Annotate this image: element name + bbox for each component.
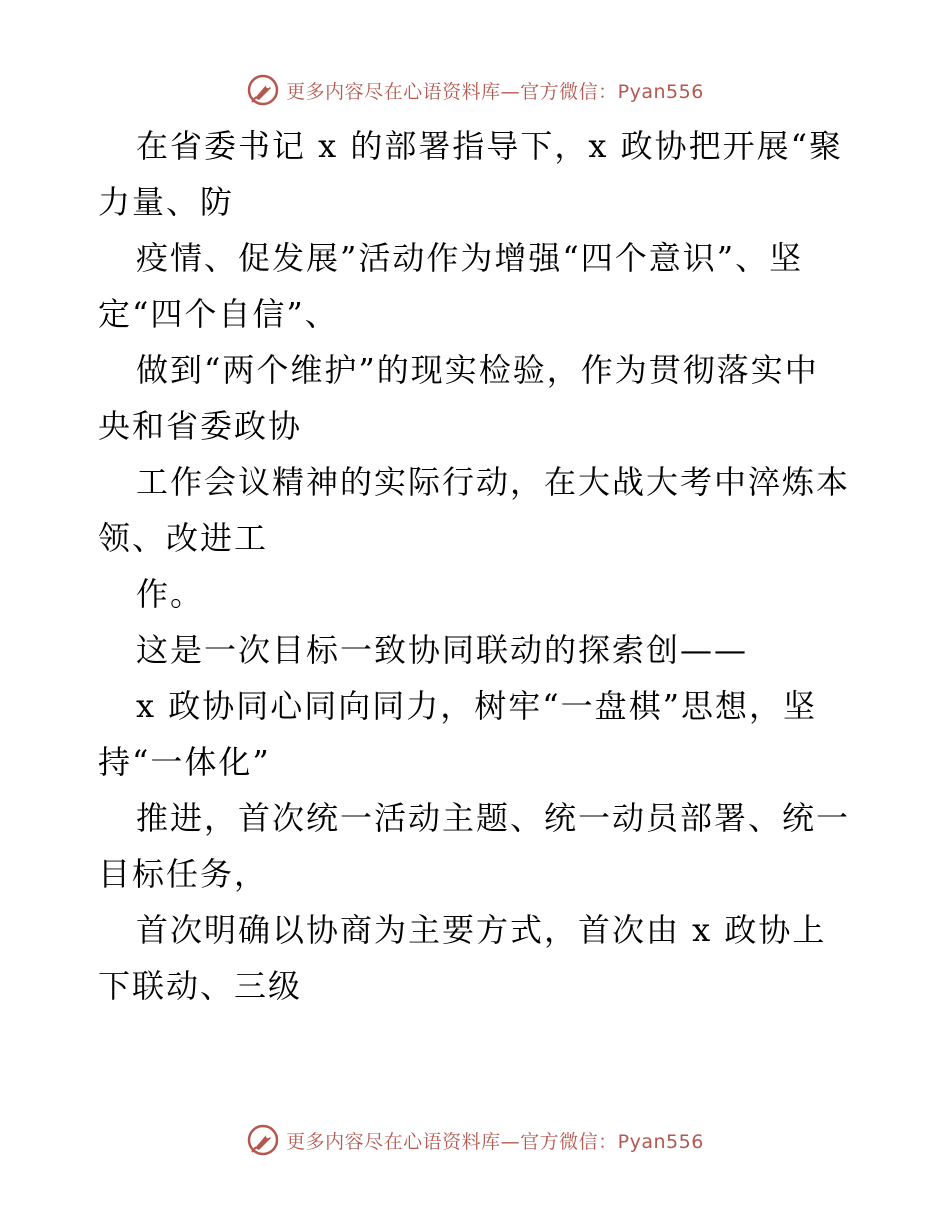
pen-nib-logo-icon <box>246 1123 280 1157</box>
text-line: 领、改进工 <box>98 519 269 557</box>
text-line: 作。 <box>136 575 205 613</box>
text-line: 在省委书记 x 的部署指导下，x 政协把开展“聚 <box>136 127 843 165</box>
text-line: x 政协同心同向同力，树牢“一盘棋”思想，坚 <box>136 687 817 725</box>
text-line: 疫情、促发展”活动作为增强“四个意识”、坚 <box>136 239 804 277</box>
text-line: 工作会议精神的实际行动，在大战大考中淬炼本 <box>136 463 851 501</box>
footer-banner <box>0 1120 950 1160</box>
document-body <box>98 118 858 1014</box>
header-banner-text: 更多内容尽在心语资料库—官方微信：Pyan556 <box>286 80 704 103</box>
text-line: 推进，首次统一活动主题、统一动员部署、统一 <box>136 799 851 837</box>
text-line: 力量、防 <box>98 183 235 221</box>
text-line: 这是一次目标一致协同联动的探索创—— <box>136 631 749 669</box>
text-line: 首次明确以协商为主要方式，首次由 x 政协上 <box>136 911 827 949</box>
text-line: 央和省委政协 <box>98 407 303 445</box>
text-line: 下联动、三级 <box>98 967 303 1005</box>
header-banner <box>0 70 950 110</box>
text-line: 定“四个自信”、 <box>98 295 339 333</box>
text-line: 持“一体化” <box>98 743 271 781</box>
footer-banner-text: 更多内容尽在心语资料库—官方微信：Pyan556 <box>286 1130 704 1153</box>
text-line: 目标任务， <box>98 855 269 893</box>
text-line: 做到“两个维护”的现实检验，作为贯彻落实中 <box>136 351 819 389</box>
pen-nib-logo-icon <box>246 73 280 107</box>
